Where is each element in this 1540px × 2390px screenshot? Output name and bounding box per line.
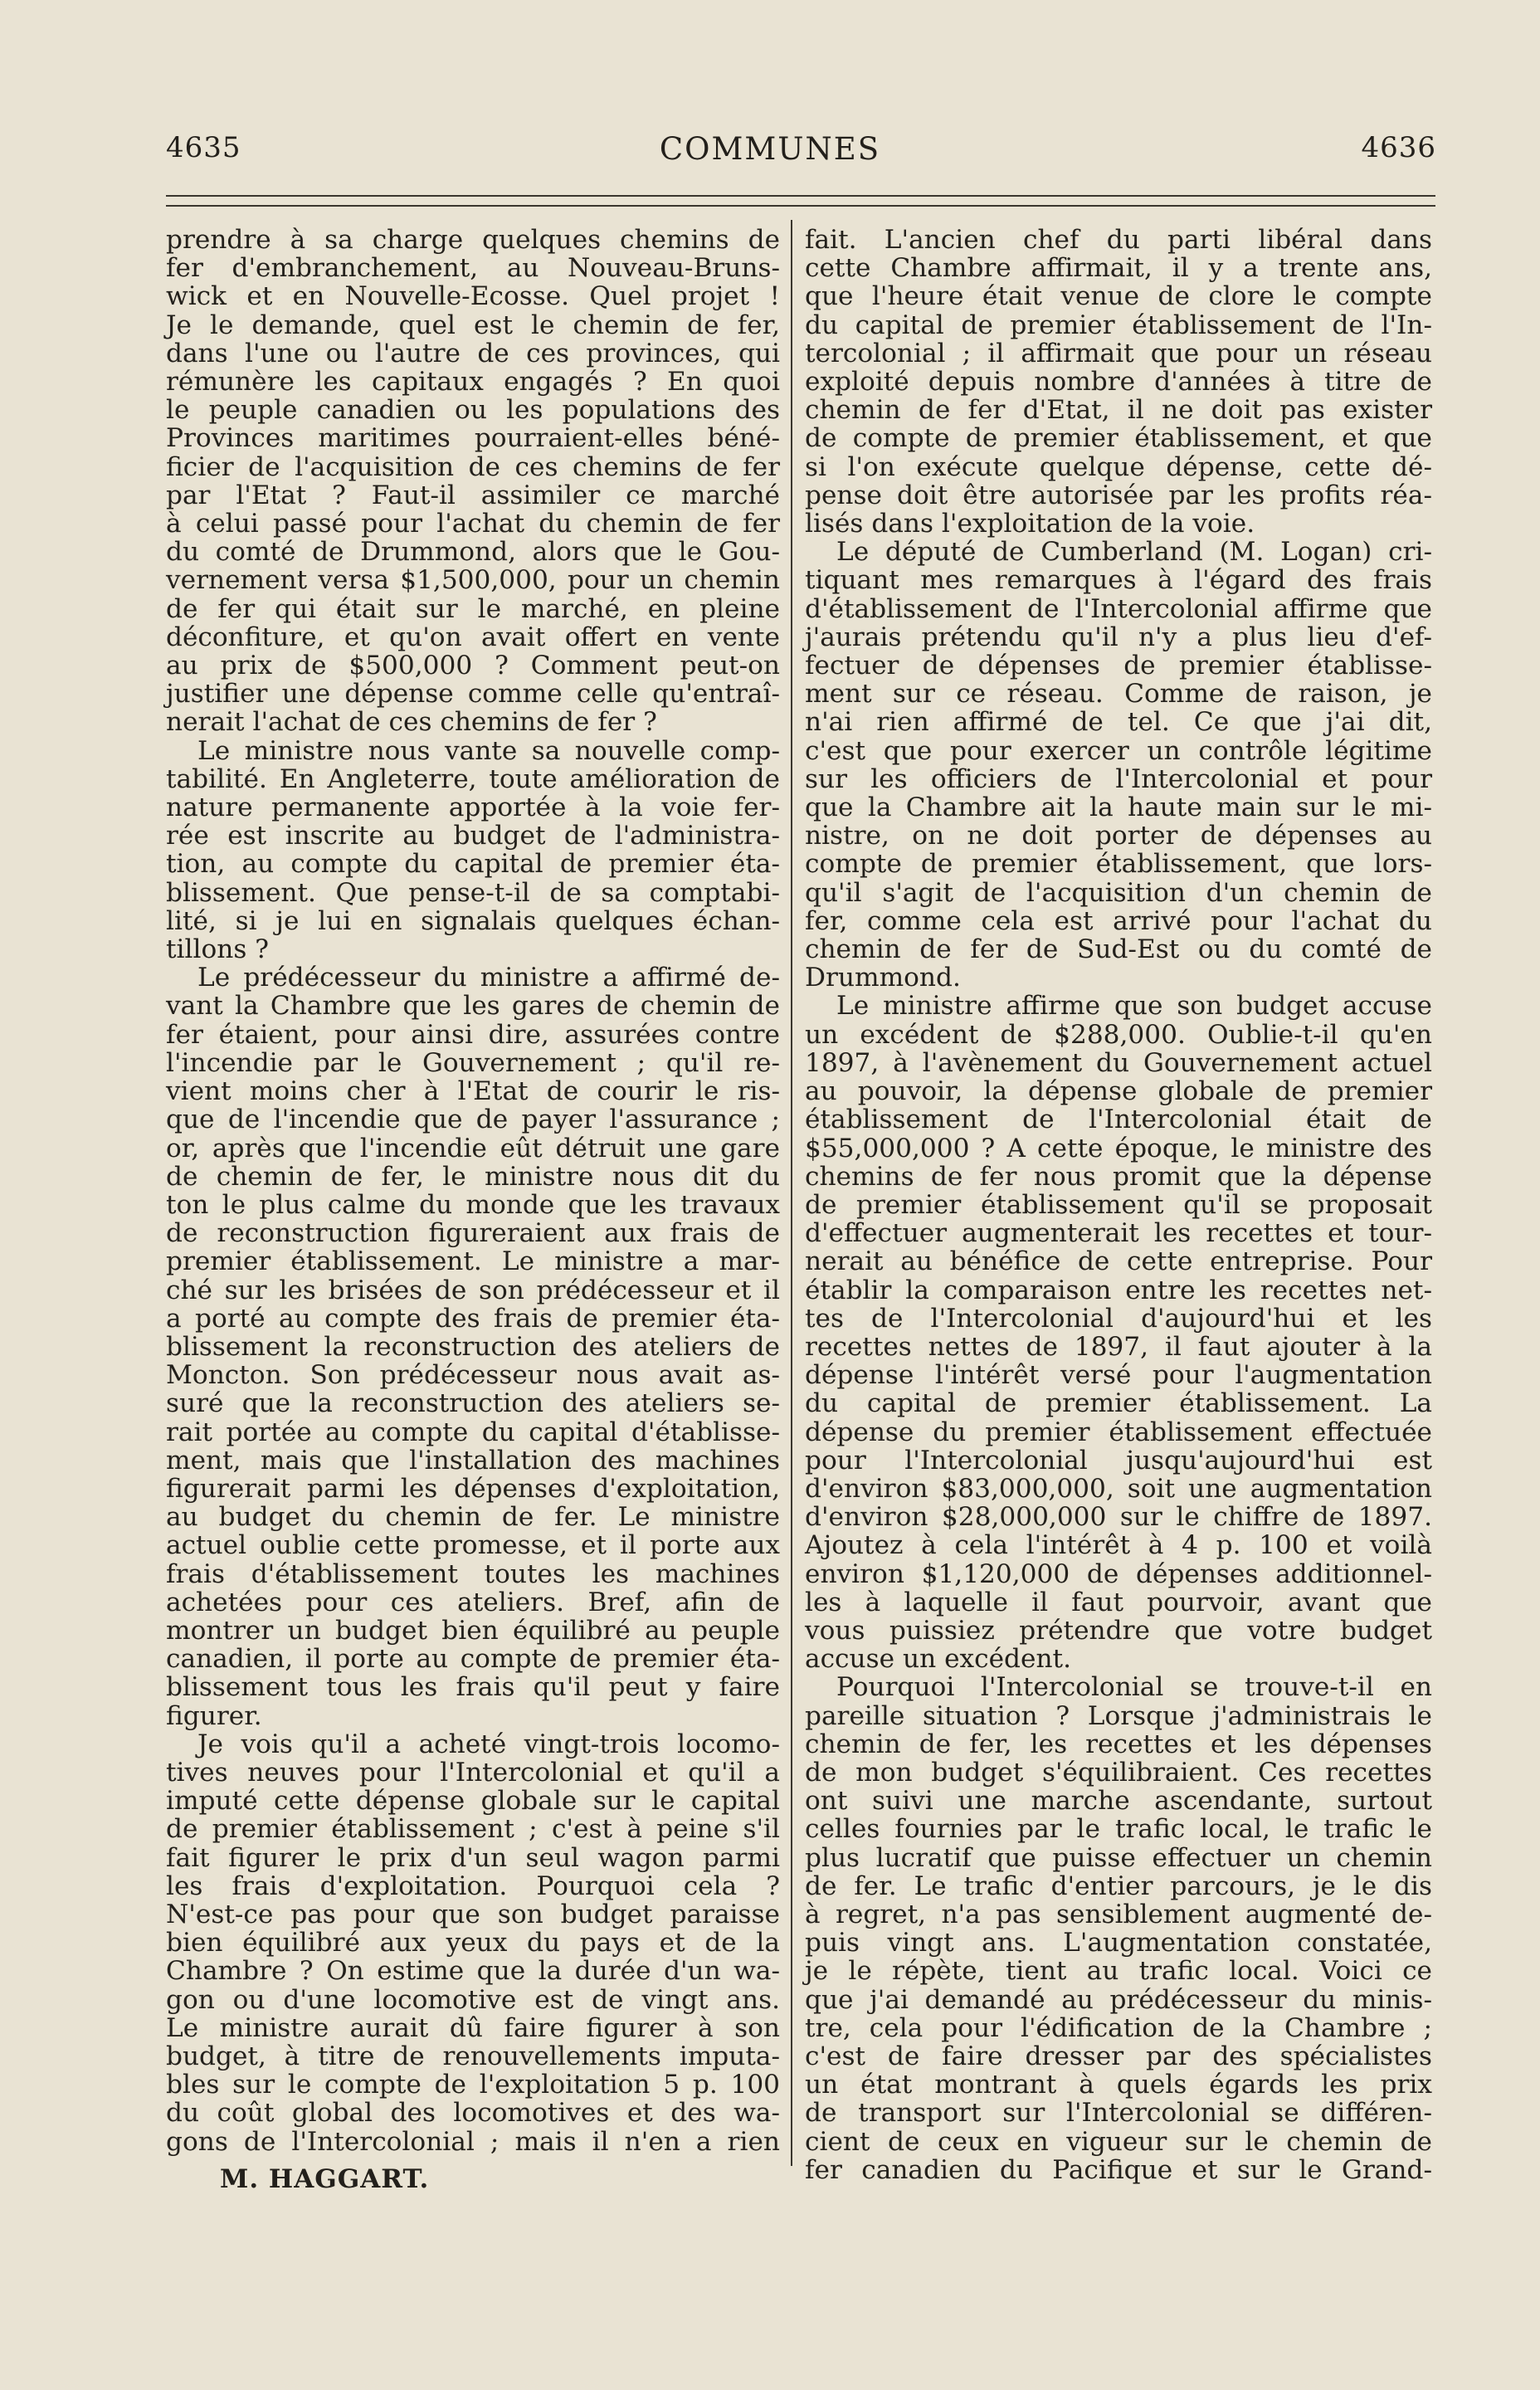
text-line: Le ministre aurait dû faire figurer à son [166,2012,780,2043]
text-line: ont suivi une marche ascendante, surtout [805,1786,1432,1817]
text-line: nistre, on ne doit porter de dépenses au [805,821,1432,851]
text-line: vernement versa $1,500,000, pour un chemin [166,565,780,596]
text-line: celles fournies par le trafic local, le trafic le [805,1814,1432,1845]
text-line: au prix de $500,000 ? Comment peut-on [166,651,780,681]
text-line: c'est de faire dresser par des spécialistes [805,2041,1432,2071]
text-line: vous puissiez prétendre que votre budget [805,1615,1432,1646]
text-line: tre, cela pour l'édification de la Chambre ; [805,2012,1432,2043]
text-line: tiquant mes remarques à l'égard des frais [805,565,1432,596]
text-line: Chambre ? On estime que la durée d'un wa- [166,1956,780,1987]
text-line: un état montrant à quels égards les prix [805,2070,1432,2100]
text-line: fait figurer le prix d'un seul wagon parmi [166,1842,780,1873]
text-line: de transport sur l'Intercolonial se différen- [805,2098,1432,2129]
text-line: ton le plus calme du monde que les travaux [166,1189,780,1220]
text-line: Le ministre nous vante sa nouvelle comp- [197,735,780,766]
text-line: figurerait parmi les dépenses d'exploitation, [166,1473,780,1504]
text-line: montrer un budget bien équilibré au peuple [166,1615,780,1646]
text-line: de chemin de fer, le ministre nous dit du [166,1161,780,1192]
text-line: accuse un excédent. [805,1644,1071,1675]
text-line: dépense du premier établissement effectuée [805,1417,1432,1447]
text-line: au pouvoir, la dépense globale de premier [805,1076,1432,1107]
text-line: N'est-ce pas pour que son budget paraisse [166,1899,780,1929]
right-column [805,226,1432,2184]
text-line: chemin de fer de Sud-Est ou du comté de [805,934,1432,965]
text-line: fer étaient, pour ainsi dire, assurées contre [166,1019,780,1050]
text-line: n'ai rien affirmé de tel. Ce que j'ai dit, [805,707,1432,738]
text-line: fer d'embranchement, au Nouveau-Bruns- [166,253,780,284]
text-line: tion, au compte du capital de premier éta- [166,849,780,880]
text-line: nature permanente apportée à la voie fer- [166,793,780,823]
text-line: du capital de premier établissement de l'In- [805,310,1432,340]
text-line: actuel oublie cette promesse, et il porte aux [166,1530,780,1561]
text-line: tillons ? [166,934,269,965]
text-line: vient moins cher à l'Etat de courir le ris- [166,1076,780,1107]
text-line: blissement la reconstruction des ateliers de [166,1331,780,1362]
header-rule [166,195,1435,197]
text-line: du capital de premier établissement. La [805,1388,1432,1419]
text-line: fectuer de dépenses de premier établisse- [805,651,1432,681]
text-line: de reconstruction figureraient aux frais de [166,1218,780,1249]
speaker-signature: M. HAGGART. [220,2164,430,2194]
text-line: canadien, il porte au compte de premier éta- [166,1644,780,1675]
text-line: budget, à titre de renouvellements imputa- [166,2041,780,2071]
text-line: pense doit être autorisée par les profits réa- [805,480,1432,510]
text-line: prendre à sa charge quelques chemins de [166,225,780,255]
text-line: exploité depuis nombre d'années à titre de [805,367,1432,398]
text-line: tabilité. En Angleterre, toute amélioration de [166,763,780,794]
text-line: l'incendie par le Gouvernement ; qu'il re- [166,1047,780,1078]
text-line: fait. L'ancien chef du parti libéral dans [805,225,1432,255]
text-line: a porté au compte des frais de premier éta- [166,1303,780,1334]
text-line: Provinces maritimes pourraient-elles béné- [166,423,780,454]
text-line: lisés dans l'exploitation de la voie. [805,509,1255,539]
text-line: fer, comme cela est arrivé pour l'achat du [805,905,1432,936]
text-line: chemins de fer nous promit que la dépense [805,1161,1432,1192]
text-line: Je le demande, quel est le chemin de fer, [166,310,780,340]
text-line: de premier établissement ; c'est à peine s'il [166,1814,780,1845]
text-line: déconfiture, et qu'on avait offert en vente [166,622,780,652]
header-rule-thin [166,205,1435,207]
text-line: Drummond. [805,963,961,993]
text-line: tes de l'Intercolonial d'aujourd'hui et les [805,1303,1432,1334]
text-line: Moncton. Son prédécesseur nous avait as- [166,1360,780,1391]
text-line: établissement de l'Intercolonial était de [805,1105,1432,1135]
text-line: compte de premier établissement, que lors- [805,849,1432,880]
text-line: wick et en Nouvelle-Ecosse. Quel projet ! [166,281,780,312]
text-line: plus lucratif que puisse effectuer un chemin [805,1842,1432,1873]
text-line: achetées pour ces ateliers. Bref, afin de [166,1587,780,1617]
text-line: Le député de Cumberland (M. Logan) cri- [836,537,1432,568]
text-line: qu'il s'agit de l'acquisition d'un chemin de [805,877,1432,908]
text-line: ment, mais que l'installation des machines [166,1445,780,1475]
text-line: cette Chambre affirmait, il y a trente ans, [805,253,1432,284]
text-line: Le prédécesseur du ministre a affirmé de- [197,963,780,993]
text-line: sur les officiers de l'Intercolonial et pour [805,763,1432,794]
text-line: or, après que l'incendie eût détruit une gare [166,1133,780,1163]
text-line: Ajoutez à cela l'intérêt à 4 p. 100 et voilà [805,1530,1432,1561]
text-line: Pourquoi l'Intercolonial se trouve-t-il en [836,1672,1432,1703]
text-line: établir la comparaison entre les recettes net- [805,1275,1432,1305]
text-line: le peuple canadien ou les populations des [166,395,780,426]
text-line: pareille situation ? Lorsque j'administrais le [805,1700,1432,1731]
text-line: frais d'établissement toutes les machines [166,1558,780,1589]
text-line: les frais d'exploitation. Pourquoi cela ? [166,1871,780,1901]
text-line: d'environ $83,000,000, soit une augmentation [805,1473,1432,1504]
text-line: bien équilibré aux yeux du pays et de la [166,1928,780,1958]
text-line: Je vois qu'il a acheté vingt-trois locomo- [197,1729,780,1759]
text-line: lité, si je lui en signalais quelques échan- [166,905,780,936]
text-line: gons de l'Intercolonial ; mais il n'en a rien [166,2126,780,2157]
text-line: nerait au bénéfice de cette entreprise. Pour [805,1246,1432,1277]
column-divider [791,220,792,2166]
text-line: environ $1,120,000 de dépenses additionnel- [805,1558,1432,1589]
text-line: ché sur les brisées de son prédécesseur et il [166,1275,780,1305]
text-line: dans l'une ou l'autre de ces provinces, qui [166,338,780,368]
text-line: à regret, n'a pas sensiblement augmenté de- [805,1899,1432,1929]
text-line: rée est inscrite au budget de l'administra- [166,821,780,851]
text-line: puis vingt ans. L'augmentation constatée, [805,1928,1432,1958]
text-line: d'effectuer augmenterait les recettes et tour- [805,1218,1432,1249]
text-line: Le ministre affirme que son budget accuse [836,991,1432,1022]
text-line: au budget du chemin de fer. Le ministre [166,1502,780,1533]
text-line: figurer. [166,1700,262,1731]
text-line: du comté de Drummond, alors que le Gou- [166,537,780,568]
page-number-left: 4635 [166,131,241,164]
text-line: nerait l'achat de ces chemins de fer ? [166,707,657,738]
text-line: justifier une dépense comme celle qu'entraî- [166,679,780,710]
text-line: cient de ceux en vigueur sur le chemin de [805,2126,1432,2157]
text-line: rémunère les capitaux engagés ? En quoi [166,367,780,398]
text-line: dépense l'intérêt versé pour l'augmentation [805,1360,1432,1391]
text-line: de fer. Le trafic d'entier parcours, je le dis [805,1871,1432,1901]
text-line: suré que la reconstruction des ateliers se- [166,1388,780,1419]
text-line: recettes nettes de 1897, il faut ajouter à la [805,1331,1432,1362]
text-line: imputé cette dépense globale sur le capital [166,1786,780,1817]
text-line: j'aurais prétendu qu'il n'y a plus lieu d'ef- [805,622,1432,652]
text-line: que j'ai demandé au prédécesseur du minis- [805,1984,1432,2015]
text-line: premier établissement. Le ministre a mar- [166,1246,780,1277]
running-title: COMMUNES [659,131,881,167]
text-line: rait portée au compte du capital d'établisse- [166,1417,780,1447]
left-column [166,226,780,2156]
text-line: chemin de fer, les recettes et les dépenses [805,1729,1432,1759]
text-line: pour l'Intercolonial jusqu'aujourd'hui est [805,1445,1432,1475]
text-line: de compte de premier établissement, et que [805,423,1432,454]
text-line: d'établissement de l'Intercolonial affirme que [805,593,1432,624]
page-number-right: 4636 [1361,131,1436,164]
text-line: bles sur le compte de l'exploitation 5 p. 100 [166,2070,780,2100]
text-line: de fer qui était sur le marché, en pleine [166,593,780,624]
text-line: chemin de fer d'Etat, il ne doit pas exister [805,395,1432,426]
text-line: gon ou d'une locomotive est de vingt ans. [166,1984,780,2015]
text-line: d'environ $28,000,000 sur le chiffre de 1897. [805,1502,1432,1533]
text-line: que de l'incendie que de payer l'assurance ; [166,1105,780,1135]
text-line: vant la Chambre que les gares de chemin de [166,991,780,1022]
text-line: un excédent de $288,000. Oublie-t-il qu'en [805,1019,1432,1050]
text-line: que l'heure était venue de clore le compte [805,281,1432,312]
text-line: ficier de l'acquisition de ces chemins de fer [166,451,780,482]
text-line: du coût global des locomotives et des wa- [166,2098,780,2129]
text-line: 1897, à l'avènement du Gouvernement actuel [805,1047,1432,1078]
text-line: blissement tous les frais qu'il peut y faire [166,1672,780,1703]
text-line: les à laquelle il faut pourvoir, avant que [805,1587,1432,1617]
text-line: blissement. Que pense-t-il de sa comptabi- [166,877,780,908]
text-line: de premier établissement qu'il se proposait [805,1189,1432,1220]
text-line: je le répète, tient au trafic local. Voici ce [805,1956,1432,1987]
text-line: que la Chambre ait la haute main sur le mi- [805,793,1432,823]
text-line: ment sur ce réseau. Comme de raison, je [805,679,1432,710]
text-line: si l'on exécute quelque dépense, cette dé- [805,451,1432,482]
text-line: de mon budget s'équilibraient. Ces recettes [805,1757,1432,1788]
text-line: par l'Etat ? Faut-il assimiler ce marché [166,480,780,510]
text-line: tives neuves pour l'Intercolonial et qu'il a [166,1757,780,1788]
text-line: à celui passé pour l'achat du chemin de fer [166,509,780,539]
text-line: tercolonial ; il affirmait que pour un réseau [805,338,1432,368]
text-line: c'est que pour exercer un contrôle légitime [805,735,1432,766]
text-line: $55,000,000 ? A cette époque, le ministre des [805,1133,1432,1163]
text-line: fer canadien du Pacifique et sur le Grand- [805,2154,1432,2185]
